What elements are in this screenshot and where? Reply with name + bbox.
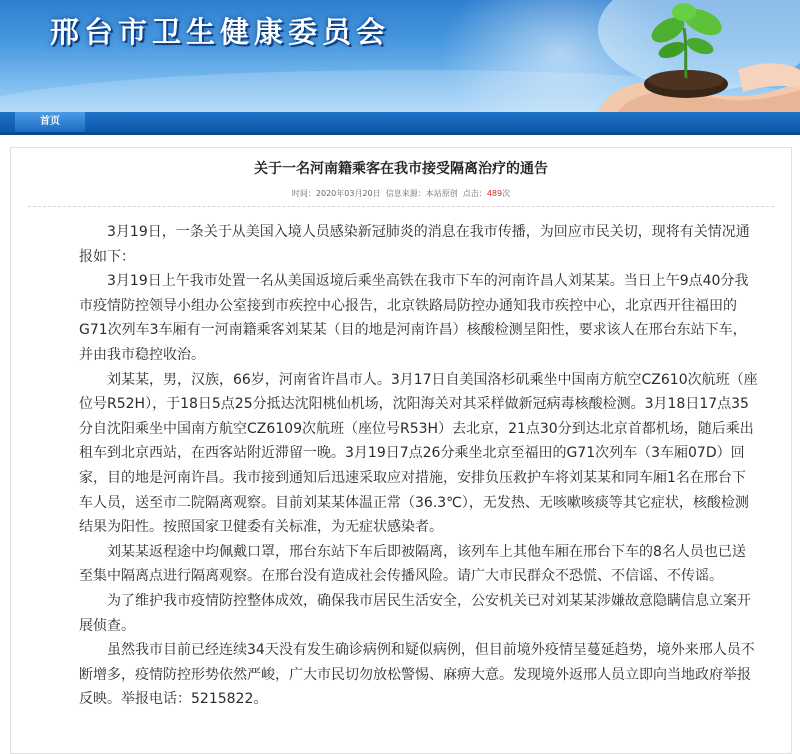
site-title: 邢台市卫生健康委员会	[50, 15, 391, 49]
meta-time-label: 时间：	[291, 189, 316, 198]
article-meta	[11, 188, 791, 199]
hands-plant-image	[588, 0, 800, 112]
article-paragraph: 虽然我市目前已经连续34天没有发生确诊病例和疑似病例，但目前境外疫情呈蔓延趋势，境外来邢人员不断增多，疫情防控形势依然严峻，广大市民切勿放松警惕、麻痹大意。发现境外返邢人员立即向当地政府举报反映。举报电话：5215822。	[79, 642, 755, 708]
article-paragraph: 3月19日上午我市处置一名从美国返境后乘坐高铁在我市下车的河南许昌人刘某某。当日上午9点40分我市疫情防控领导小组办公室接到市疾控中心报告，北京铁路局防控办通知我市疾控中心，北京西开往福田的G71次列车3车厢有一河南籍乘客刘某某（目的地是河南许昌）核酸检测呈阳性，要求该人在邢台东站下车，并由我市稳控收治。	[79, 273, 749, 363]
meta-hits-unit: 次	[502, 189, 511, 198]
meta-time-value: 2020年03月20日	[315, 189, 381, 198]
meta-hits-value: 489	[486, 189, 503, 198]
article-paragraph: 3月19日，一条关于从美国入境人员感染新冠肺炎的消息在我市传播，为回应市民关切，现将有关情况通报如下：	[79, 224, 750, 265]
meta-source-label: 信息来源：	[385, 189, 426, 198]
meta-source-value: 本站原创	[425, 189, 458, 198]
meta-hits-label: 点击：	[462, 189, 487, 198]
article-body	[79, 220, 759, 712]
article-paragraph: 为了维护我市疫情防控整体成效，确保我市居民生活安全，公安机关已对刘某某涉嫌故意隐瞒信息立案开展侦查。	[79, 592, 751, 634]
main-nav	[0, 112, 800, 135]
article-paragraph: 刘某某，男，汉族，66岁，河南省许昌市人。3月17日自美国洛杉矶乘坐中国南方航空CZ610次航班（座位号R52H），于18日5点25分抵达沈阳桃仙机场，沈阳海关对其采样做新冠病毒核酸检测。3月18日17点35分自沈阳乘坐中国南方航空CZ6109次航班（座位号R53H）去北京，21点30分到达北京首都机场，随后乘出租车到北京西站，在西客站附近滞留一晚。3月19日7点26分乘坐北京至福田的G71次列车（3车厢07D）回家，目的地是河南许昌。我市接到通知后迅速采取应对措施，安排负压救护车将刘某某和同车厢1名在邢台下车人员，送至市二院隔离观察。目前刘某某体温正常（36.3℃），无发热、无咳嗽咳痰等其它症状，核酸检测结果为阳性。按照国家卫健委有关标准，为无症状感染者。	[79, 371, 758, 536]
header-banner	[0, 0, 800, 112]
title-divider	[28, 206, 774, 207]
article-title: 关于一名河南籍乘客在我市接受隔离治疗的通告	[254, 161, 548, 177]
article-paragraph: 刘某某返程途中均佩戴口罩，邢台东站下车后即被隔离，该列车上其他车厢在邢台下车的8名人员也已送至集中隔离点进行隔离观察。在邢台没有造成社会传播风险。请广大市民群众不恐慌、不信谣、不传谣。	[79, 543, 746, 585]
nav-home-link[interactable]: 首页	[15, 112, 85, 132]
article-panel	[10, 147, 792, 754]
